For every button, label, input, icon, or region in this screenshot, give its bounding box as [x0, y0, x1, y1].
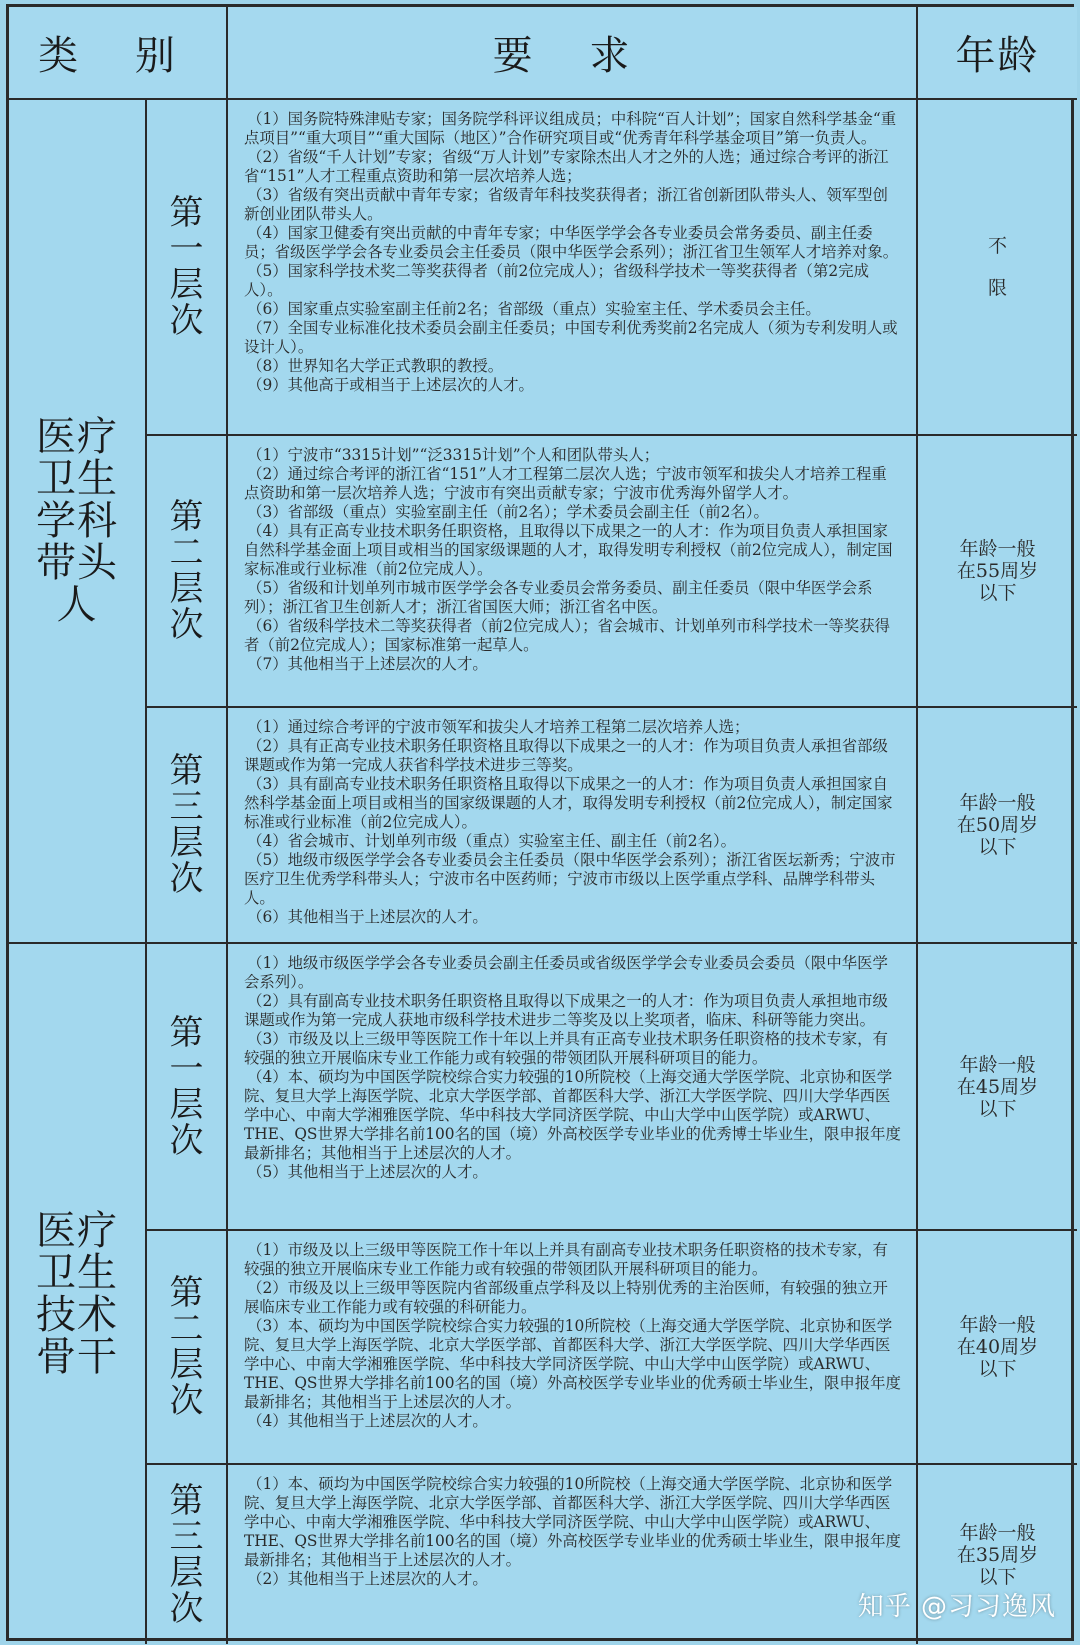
- age-cell: [918, 1465, 1077, 1644]
- requirement-item: （2）通过综合考评的浙江省“151”人才工程第二层次人选；宁波市领军和拔尖人才培养工程重点资助和第一层次培养人选；宁波市有突出贡献专家；宁波市优秀海外留学人才。: [244, 465, 887, 502]
- requirement-item: （5）地级市级医学学会各专业委员会主任委员（限中华医学会系列）；浙江省医坛新秀；宁波市医疗卫生优秀学科带头人；宁波市名中医药师；宁波市市级以上医学重点学科、品牌学科带头人。: [244, 851, 896, 907]
- requirement-cell: [228, 100, 918, 436]
- age-cell: [918, 100, 1077, 436]
- requirement-item: （5）省级和计划单列市城市医学学会各专业委员会常务委员、副主任委员（限中华医学会系列）；浙江省卫生创新人才；浙江省国医大师；浙江省名中医。: [244, 579, 873, 616]
- requirement-item: （1）本、硕均为中国医学院校综合实力较强的10所院校（上海交通大学医学院、北京协和医学院、复旦大学上海医学院、北京大学医学部、首都医科大学、浙江大学医学院、四川大学华西医学中心、中南大学湘雅医学院、华中科技大学同济医学院、中山大学中山医学院）或ARWU、THE、QS世界大学排名前100名的国（境）外高校医学专业毕业的优秀硕士毕业生，限申报年度最新排名；其他相当于上述层次的人才。: [244, 1475, 901, 1569]
- requirement-item: （4）其他相当于上述层次的人才。: [247, 1412, 488, 1430]
- requirement-item: （3）省部级（重点）实验室副主任（前2名）；学术委员会副主任（前2名）。: [247, 503, 769, 521]
- requirement-item: （3）本、硕均为中国医学院校综合实力较强的10所院校（上海交通大学医学院、北京协和医学院、复旦大学上海医学院、北京大学医学部、首都医科大学、浙江大学医学院、四川大学华西医学中心、中南大学湘雅医学院、华中科技大学同济医学院、中山大学中山医学院）或ARWU、THE、QS世界大学排名前100名的国（境）外高校医学专业毕业的优秀硕士毕业生，限申报年度最新排名；其他相当于上述层次的人才。: [244, 1317, 901, 1411]
- level-cell: [147, 708, 228, 944]
- requirement-item: （4）省会城市、计划单列市级（重点）实验室主任、副主任（前2名）。: [247, 832, 737, 850]
- age-label: 年龄一般在55周岁以下: [956, 538, 1039, 604]
- requirement-item: （2）具有正高专业技术职务任职资格且取得以下成果之一的人才：作为项目负责人承担省部级课题或作为第一完成人获省科学技术进步三等奖。: [244, 737, 888, 774]
- requirement-item: （3）具有副高专业技术职务任职资格且取得以下成果之一的人才：作为项目负责人承担国家自然科学基金面上项目或相当的国家级课题的人才，取得发明专利授权（前2位完成人），制定国家标准或行业标准（前2位完成人）。: [244, 775, 893, 831]
- requirement-cell: [228, 436, 918, 708]
- requirement-item: （5）其他相当于上述层次的人才。: [247, 1163, 488, 1181]
- age-label: 年龄一般在50周岁以下: [956, 792, 1039, 858]
- requirement-item: （2）市级及以上三级甲等医院内省部级重点学科及以上特别优秀的主治医师，有较强的独立开展临床专业工作能力或有较强的科研能力。: [244, 1279, 888, 1316]
- requirement-item: （2）省级“千人计划”专家；省级“万人计划”专家除杰出人才之外的人选；通过综合考评的浙江省“151”人才工程重点资助和第一层次培养人选；: [244, 148, 889, 185]
- level-cell: [147, 944, 228, 1231]
- requirement-item: （1）宁波市“3315计划”“泛3315计划”个人和团队带头人；: [247, 446, 660, 464]
- requirement-item: （6）其他相当于上述层次的人才。: [247, 908, 488, 926]
- requirement-item: （1）地级市级医学学会各专业委员会副主任委员或省级医学学会专业委员会委员（限中华医学会系列）。: [244, 954, 888, 991]
- requirement-item: （5）国家科学技术奖二等奖获得者（前2位完成人）；省级科学技术一等奖获得者（第2完成人）。: [244, 262, 869, 299]
- level-cell: [147, 100, 228, 436]
- level-label: 第一层次: [169, 1012, 204, 1161]
- requirement-item: （3）省级有突出贡献中青年专家；省级青年科技奖获得者；浙江省创新团队带头人、领军型创新创业团队带头人。: [244, 186, 888, 223]
- age-cell: [918, 944, 1077, 1231]
- talent-requirements-table: [6, 4, 1074, 1641]
- requirement-cell: [228, 1465, 918, 1644]
- requirement-item: （6）省级科学技术二等奖获得者（前2位完成人）；省会城市、计划单列市科学技术一等奖获得者（前2位完成人）；国家标准第一起草人。: [244, 617, 890, 654]
- requirement-item: （2）其他相当于上述层次的人才。: [247, 1570, 488, 1588]
- level-label: 第二层次: [169, 497, 204, 645]
- requirement-cell: [228, 708, 918, 944]
- zhihu-watermark: 知乎 @习习逸风: [857, 1592, 1056, 1622]
- level-label: 第三层次: [169, 751, 204, 899]
- age-cell: [918, 436, 1077, 708]
- requirement-item: （6）国家重点实验室副主任前2名；省部级（重点）实验室主任、学术委员会主任。: [247, 300, 821, 318]
- level-cell: [147, 1231, 228, 1465]
- category-leader: [9, 100, 147, 944]
- requirement-item: （1）市级及以上三级甲等医院工作十年以上并具有副高专业技术职务任职资格的技术专家，有较强的独立开展临床专业工作能力或有较强的带领团队开展科研项目的能力。: [244, 1241, 888, 1278]
- level-label: 第二层次: [169, 1273, 204, 1421]
- requirement-cell: [228, 1231, 918, 1465]
- level-cell: [147, 436, 228, 708]
- category-backbone-label: 医疗卫生技术骨干: [36, 1208, 118, 1380]
- age-cell: [918, 708, 1077, 944]
- requirement-item: （7）其他相当于上述层次的人才。: [247, 655, 488, 673]
- age-cell: [918, 1231, 1077, 1465]
- header-age: 年龄: [918, 7, 1077, 100]
- category-leader-label: 医疗卫生学科带头人: [36, 414, 118, 628]
- requirement-item: （2）具有副高专业技术职务任职资格且取得以下成果之一的人才：作为项目负责人承担地市级课题或作为第一完成人获地市级科学技术进步二等奖及以上奖项者，临床、科研等能力突出。: [244, 992, 888, 1029]
- header-category: 类 别: [9, 7, 228, 100]
- requirement-item: （9）其他高于或相当于上述层次的人才。: [247, 376, 534, 394]
- level-label: 第一层次: [169, 193, 204, 341]
- requirement-item: （4）本、硕均为中国医学院校综合实力较强的10所院校（上海交通大学医学院、北京协和医学院、复旦大学上海医学院、北京大学医学部、首都医科大学、浙江大学医学院、四川大学华西医学中心、中南大学湘雅医学院、华中科技大学同济医学院、中山大学中山医学院）或ARWU、THE、QS世界大学排名前100名的国（境）外高校医学专业毕业的优秀博士毕业生，限申报年度最新排名；其他相当于上述层次的人才。: [244, 1068, 901, 1162]
- requirement-item: （4）国家卫健委有突出贡献的中青年专家；中华医学学会各专业委员会常务委员、副主任委员；省级医学学会各专业委员会主任委员（限中华医学会系列）；浙江省卫生领军人才培养对象。: [244, 224, 899, 261]
- requirement-item: （3）市级及以上三级甲等医院工作十年以上并具有正高专业技术职务任职资格的技术专家，有较强的独立开展临床专业工作能力或有较强的带领团队开展科研项目的能力。: [244, 1030, 888, 1067]
- requirement-item: （1）通过综合考评的宁波市领军和拔尖人才培养工程第二层次培养人选；: [247, 718, 750, 736]
- level-label: 第三层次: [169, 1480, 204, 1629]
- requirement-item: （4）具有正高专业技术职务任职资格，且取得以下成果之一的人才：作为项目负责人承担国家自然科学基金面上项目或相当的国家级课题的人才，取得发明专利授权（前2位完成人），制定国家标准或行业标准（前2位完成人）。: [244, 522, 893, 578]
- level-cell: [147, 1465, 228, 1644]
- header-requirement: 要 求: [228, 7, 918, 100]
- age-label: 不限: [987, 235, 1007, 299]
- requirement-item: （1）国务院特殊津贴专家；国务院学科评议组成员；中科院“百人计划”；国家自然科学基金“重点项目”“重大项目”“重大国际（地区）”合作研究项目或“优秀青年科学基金项目”第一负责人。: [244, 110, 897, 147]
- age-label: 年龄一般在45周岁以下: [956, 1053, 1039, 1120]
- requirement-item: （8）世界知名大学正式教职的教授。: [247, 357, 504, 375]
- age-label: 年龄一般在35周岁以下: [956, 1521, 1039, 1588]
- category-backbone: [9, 944, 147, 1644]
- age-label: 年龄一般在40周岁以下: [956, 1314, 1039, 1380]
- requirement-cell: [228, 944, 918, 1231]
- requirement-item: （7）全国专业标准化技术委员会副主任委员；中国专利优秀奖前2名完成人（须为专利发明人或设计人）。: [244, 319, 898, 356]
